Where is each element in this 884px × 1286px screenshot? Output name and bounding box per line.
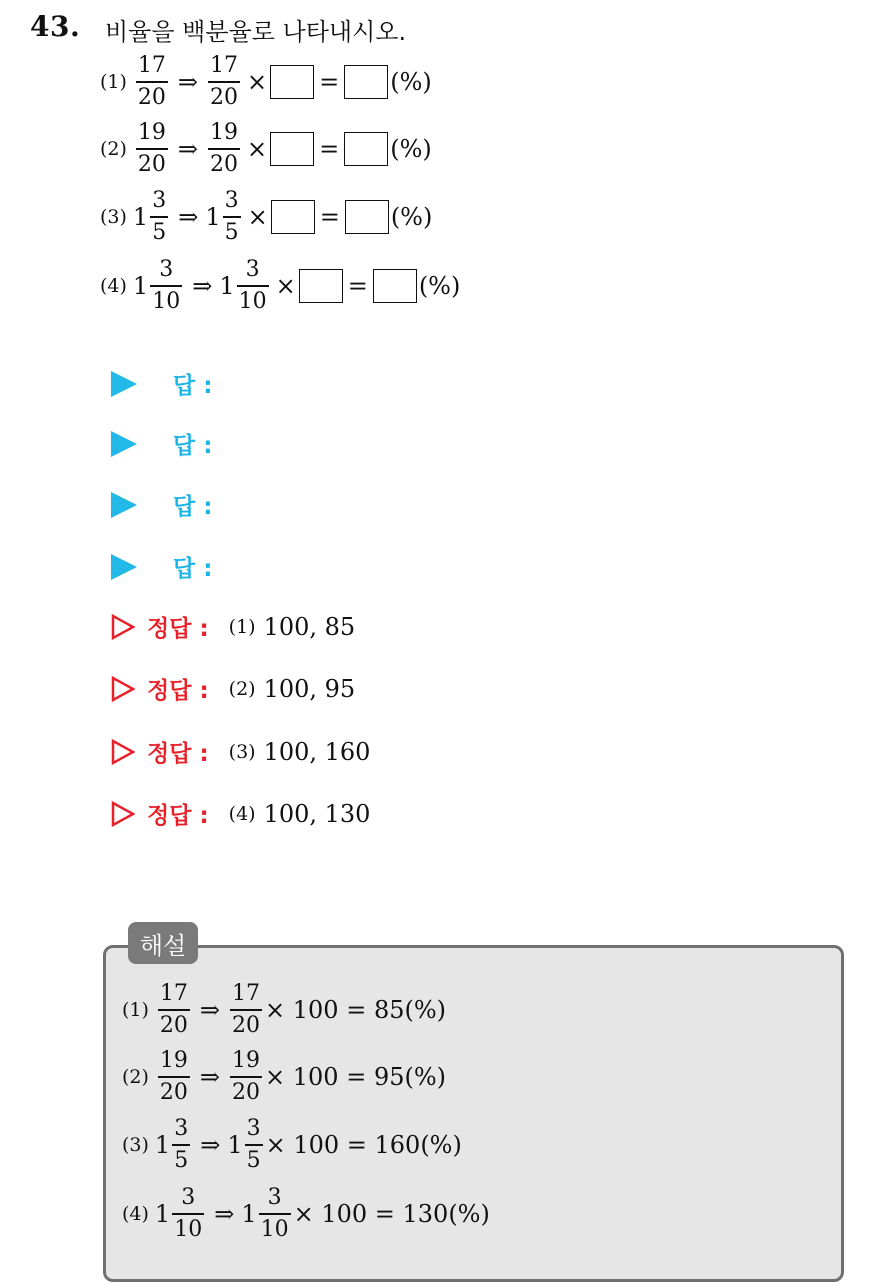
correct-answer-number: (3) — [228, 740, 256, 763]
percent-unit: (%) — [390, 134, 432, 163]
problem-row — [100, 259, 460, 313]
blank-box — [344, 65, 388, 99]
arrow-symbol: ⇒ — [200, 1130, 221, 1159]
answer-line — [111, 367, 212, 400]
correct-answer-number: (2) — [228, 677, 256, 700]
denominator: 5 — [152, 219, 167, 245]
problem-row — [100, 55, 432, 109]
blank-box — [270, 65, 314, 99]
correct-label: 정답 : — [147, 803, 209, 829]
correct-answer-line — [111, 797, 370, 830]
denominator: 20 — [210, 84, 239, 110]
correct-label: 정답 : — [147, 741, 209, 767]
fraction — [150, 259, 182, 313]
percent-unit: (%) — [418, 271, 461, 300]
explanation-result: × 100 = 130(%) — [293, 1199, 490, 1228]
denominator: 10 — [152, 288, 181, 314]
numerator: 17 — [137, 53, 166, 78]
denominator: 20 — [232, 1079, 261, 1105]
numerator: 3 — [224, 188, 239, 213]
blank-box — [299, 269, 343, 303]
arrow-symbol: ⇒ — [214, 1199, 235, 1228]
outline-triangle-icon — [111, 801, 135, 827]
blank-box — [270, 132, 314, 166]
arrow-symbol: ⇒ — [177, 134, 199, 163]
denominator: 5 — [246, 1147, 261, 1173]
denominator: 5 — [174, 1147, 189, 1173]
numerator: 3 — [246, 1116, 261, 1141]
explanation-result: × 100 = 160(%) — [265, 1130, 462, 1159]
explanation-label: (1) — [122, 998, 149, 1021]
denominator: 10 — [260, 1216, 289, 1242]
answer-line — [111, 488, 212, 521]
question-number: 43. — [30, 10, 81, 43]
answer-label: 답 : — [173, 433, 213, 459]
numerator: 3 — [174, 1116, 189, 1141]
explanation-tag: 해설 — [128, 922, 198, 964]
explanation-row — [122, 983, 446, 1037]
equals-symbol: = — [319, 134, 340, 163]
explanation-row — [122, 1118, 462, 1172]
problem-row — [100, 190, 432, 244]
fraction — [259, 1187, 291, 1241]
percent-unit: (%) — [390, 67, 432, 96]
whole-number: 1 — [219, 271, 235, 300]
times-symbol: × — [247, 67, 268, 96]
fraction — [230, 983, 262, 1037]
equals-symbol: = — [347, 271, 368, 300]
answer-label: 답 : — [173, 373, 213, 399]
whole-number: 1 — [154, 1130, 171, 1159]
play-triangle-icon — [111, 371, 137, 397]
correct-answer-value: 100, 95 — [263, 674, 356, 703]
outline-triangle-icon — [111, 739, 135, 765]
numerator: 17 — [159, 981, 188, 1006]
numerator: 3 — [159, 257, 174, 282]
fraction — [158, 983, 190, 1037]
percent-unit: (%) — [390, 202, 433, 231]
fraction — [136, 55, 168, 109]
explanation-row — [122, 1050, 446, 1104]
explanation-label: (2) — [122, 1065, 149, 1088]
fraction — [150, 190, 168, 244]
problem-label: (1) — [100, 70, 127, 93]
problem-label: (2) — [100, 137, 127, 160]
denominator: 20 — [210, 151, 239, 177]
blank-box — [373, 269, 417, 303]
correct-label: 정답 : — [147, 616, 209, 642]
times-symbol: × — [247, 134, 268, 163]
explanation-result: × 100 = 95(%) — [265, 1062, 447, 1091]
explanation-label: (4) — [122, 1202, 149, 1225]
numerator: 19 — [232, 1048, 261, 1073]
outline-triangle-icon — [111, 676, 135, 702]
correct-answer-line — [111, 735, 370, 768]
numerator: 19 — [137, 120, 166, 145]
fraction — [237, 259, 269, 313]
problem-label: (3) — [100, 205, 127, 228]
times-symbol: × — [247, 202, 268, 231]
arrow-symbol: ⇒ — [199, 995, 221, 1024]
fraction — [208, 122, 240, 176]
numerator: 3 — [245, 257, 260, 282]
numerator: 3 — [152, 188, 167, 213]
denominator: 20 — [137, 84, 166, 110]
fraction — [158, 1050, 190, 1104]
fraction — [208, 55, 240, 109]
fraction — [245, 1118, 263, 1172]
numerator: 19 — [210, 120, 239, 145]
denominator: 10 — [238, 288, 267, 314]
correct-label: 정답 : — [147, 678, 209, 704]
whole-number: 1 — [205, 202, 221, 231]
fraction — [223, 190, 241, 244]
question-text: 비율을 백분율로 나타내시오. — [105, 18, 407, 46]
answer-line — [111, 550, 212, 583]
blank-box — [345, 200, 389, 234]
explanation-label: (3) — [122, 1133, 149, 1156]
whole-number: 1 — [241, 1199, 257, 1228]
denominator: 20 — [159, 1012, 188, 1038]
blank-box — [271, 200, 315, 234]
play-triangle-icon — [111, 554, 137, 580]
play-triangle-icon — [111, 492, 137, 518]
arrow-symbol: ⇒ — [199, 1062, 221, 1091]
play-triangle-icon — [111, 431, 137, 457]
whole-number: 1 — [132, 271, 149, 300]
denominator: 20 — [232, 1012, 261, 1038]
answer-line — [111, 427, 212, 460]
numerator: 17 — [210, 53, 239, 78]
correct-answer-value: 100, 85 — [263, 612, 356, 641]
correct-answer-line — [111, 672, 355, 705]
explanation-result: × 100 = 85(%) — [265, 995, 447, 1024]
correct-answer-value: 100, 130 — [263, 799, 371, 828]
numerator: 17 — [232, 981, 261, 1006]
arrow-symbol: ⇒ — [177, 67, 199, 96]
answer-label: 답 : — [173, 556, 213, 582]
arrow-symbol: ⇒ — [178, 202, 199, 231]
times-symbol: × — [275, 271, 296, 300]
explanation-row — [122, 1187, 490, 1241]
correct-answer-number: (4) — [228, 802, 256, 825]
correct-answer-number: (1) — [228, 615, 256, 638]
fraction — [230, 1050, 262, 1104]
blank-box — [344, 132, 388, 166]
whole-number: 1 — [227, 1130, 243, 1159]
numerator: 3 — [267, 1185, 282, 1210]
numerator: 19 — [159, 1048, 188, 1073]
problem-row — [100, 122, 432, 176]
denominator: 10 — [174, 1216, 203, 1242]
denominator: 20 — [137, 151, 166, 177]
equals-symbol: = — [319, 202, 340, 231]
fraction — [172, 1118, 190, 1172]
problem-label: (4) — [100, 274, 127, 297]
whole-number: 1 — [132, 202, 149, 231]
denominator: 20 — [159, 1079, 188, 1105]
equals-symbol: = — [319, 67, 340, 96]
answer-label: 답 : — [173, 494, 213, 520]
numerator: 3 — [181, 1185, 196, 1210]
arrow-symbol: ⇒ — [192, 271, 213, 300]
fraction — [172, 1187, 204, 1241]
fraction — [136, 122, 168, 176]
whole-number: 1 — [154, 1199, 171, 1228]
correct-answer-value: 100, 160 — [263, 737, 371, 766]
denominator: 5 — [224, 219, 239, 245]
correct-answer-line — [111, 610, 355, 643]
outline-triangle-icon — [111, 614, 135, 640]
